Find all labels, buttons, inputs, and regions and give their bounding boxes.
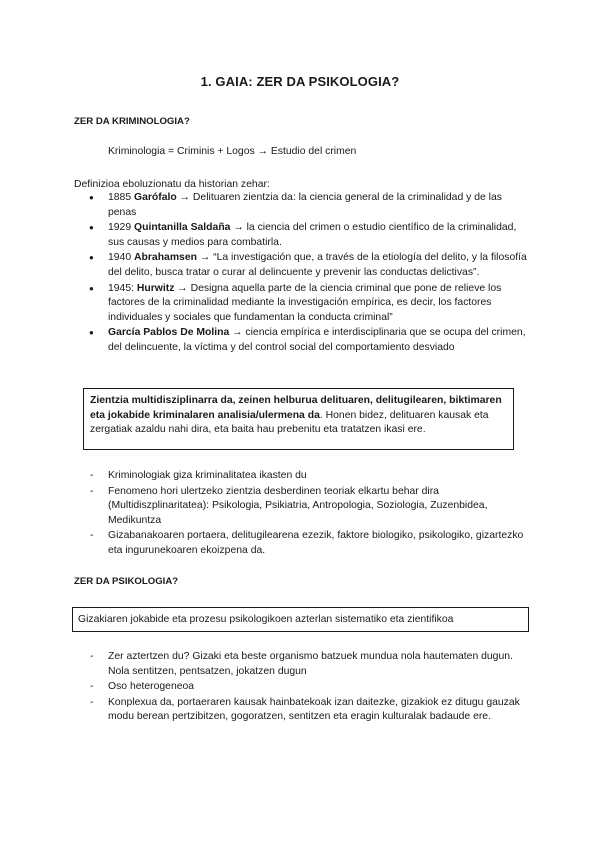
page-title: 1. GAIA: ZER DA PSIKOLOGIA? [200,74,400,89]
definition-text: → Delituaren zientzia da: la ciencia general de la criminalidad y de las penas [108,192,502,218]
definition-year: 1885 [108,192,135,203]
psikologia-points [108,650,528,726]
list-item: - Gizabanakoaren portaera, delitugilearena ezezik, faktore biologiko, psikologiko, gizartezko eta ingurunekoaren ekoizpena da. [108,529,528,558]
definition-author: Hurwitz [136,282,175,294]
definition-item [108,326,528,355]
formula-line: Kriminologia = Criminis + Logos → Estudio del crimen [108,146,357,157]
definition-author: Garófalo [134,192,177,203]
list-item: - Kriminologiak giza kriminalitatea ikasten du [108,469,528,484]
definition-year: 1940 [108,252,135,264]
definition-text: → “La investigación que, a través de la etiología del delito, y la filosofía del delito, busca tratar o curar al delincuente y prevenir las conductas delictivas”. [108,252,527,278]
definition-author: Quintanilla Saldaña [134,222,231,234]
definition-item [108,221,528,250]
psikologia-definition-box: Gizakiaren jokabide eta prozesu psikologikoen azterlan sistematiko eta zientifikoa [72,607,529,632]
definition-year: 1945: [108,282,137,294]
definitions-list [108,191,528,357]
box-text: . Honen bidez, delituaren kausak eta zergatiak azaldu nahi dira, eta baita hau prebenitu eta tratatzen ikasi ere. [90,409,489,436]
definition-text: → Designa aquella parte de la ciencia criminal que pone de relieve los factores de la criminalidad mediante la investigación empírica, es decir, los factores individuales y sociales que fundamentan la conducta criminal” [108,282,502,323]
box-bold-text: Zientzia multidisziplinarra da, zeinen helburua delituaren, delitugilearen, biktimaren eta jokabide kriminalaren analisia/ulermena da [90,395,502,421]
definition-item [108,251,528,280]
section-heading-kriminologia: ZER DA KRIMINOLOGIA? [74,116,190,127]
intro-line: Definizioa eboluzionatu da historian zehar: [74,179,270,190]
list-item: - Konplexua da, portaeraren kausak hainbatekoak izan daitezke, gizakiok ez ditugu gauzak modu berean pertzibitzen, gogoratzen, sentitzen eta eragin kulturalak badaude ere. [108,696,528,725]
definition-author: Abrahamsen [134,252,197,264]
definition-author: García Pablos De Molina [108,327,230,339]
list-item: - Zer aztertzen du? Gizaki eta beste organismo batzuek mundua nola hautematen dugun. Nola sentitzen, pentsatzen, jokatzen dugun [108,650,528,679]
list-item: - Fenomeno hori ulertzeko zientzia desberdinen teoriak elkartu behar dira (Multidiszplinaritatea): Psikologia, Psikiatria, Antropologia, Soziologia, Zuzenbidea, Medikuntza [108,485,528,529]
kriminologia-definition-box [83,388,514,450]
definition-text: → la ciencia del crimen o estudio científico de la criminalidad, sus causas y medios para combatirla. [108,222,517,248]
kriminologia-points [108,469,528,560]
definition-item [108,282,528,326]
list-item: - Oso heterogeneoa [108,680,528,695]
definition-text: → ciencia empírica e interdisciplinaria que se ocupa del crimen, del delincuente, la víctima y del control social del comportamiento desviado [108,327,526,353]
definition-item [108,191,528,220]
section-heading-psikologia: ZER DA PSIKOLOGIA? [74,576,179,587]
definition-year: 1929 [108,222,135,234]
